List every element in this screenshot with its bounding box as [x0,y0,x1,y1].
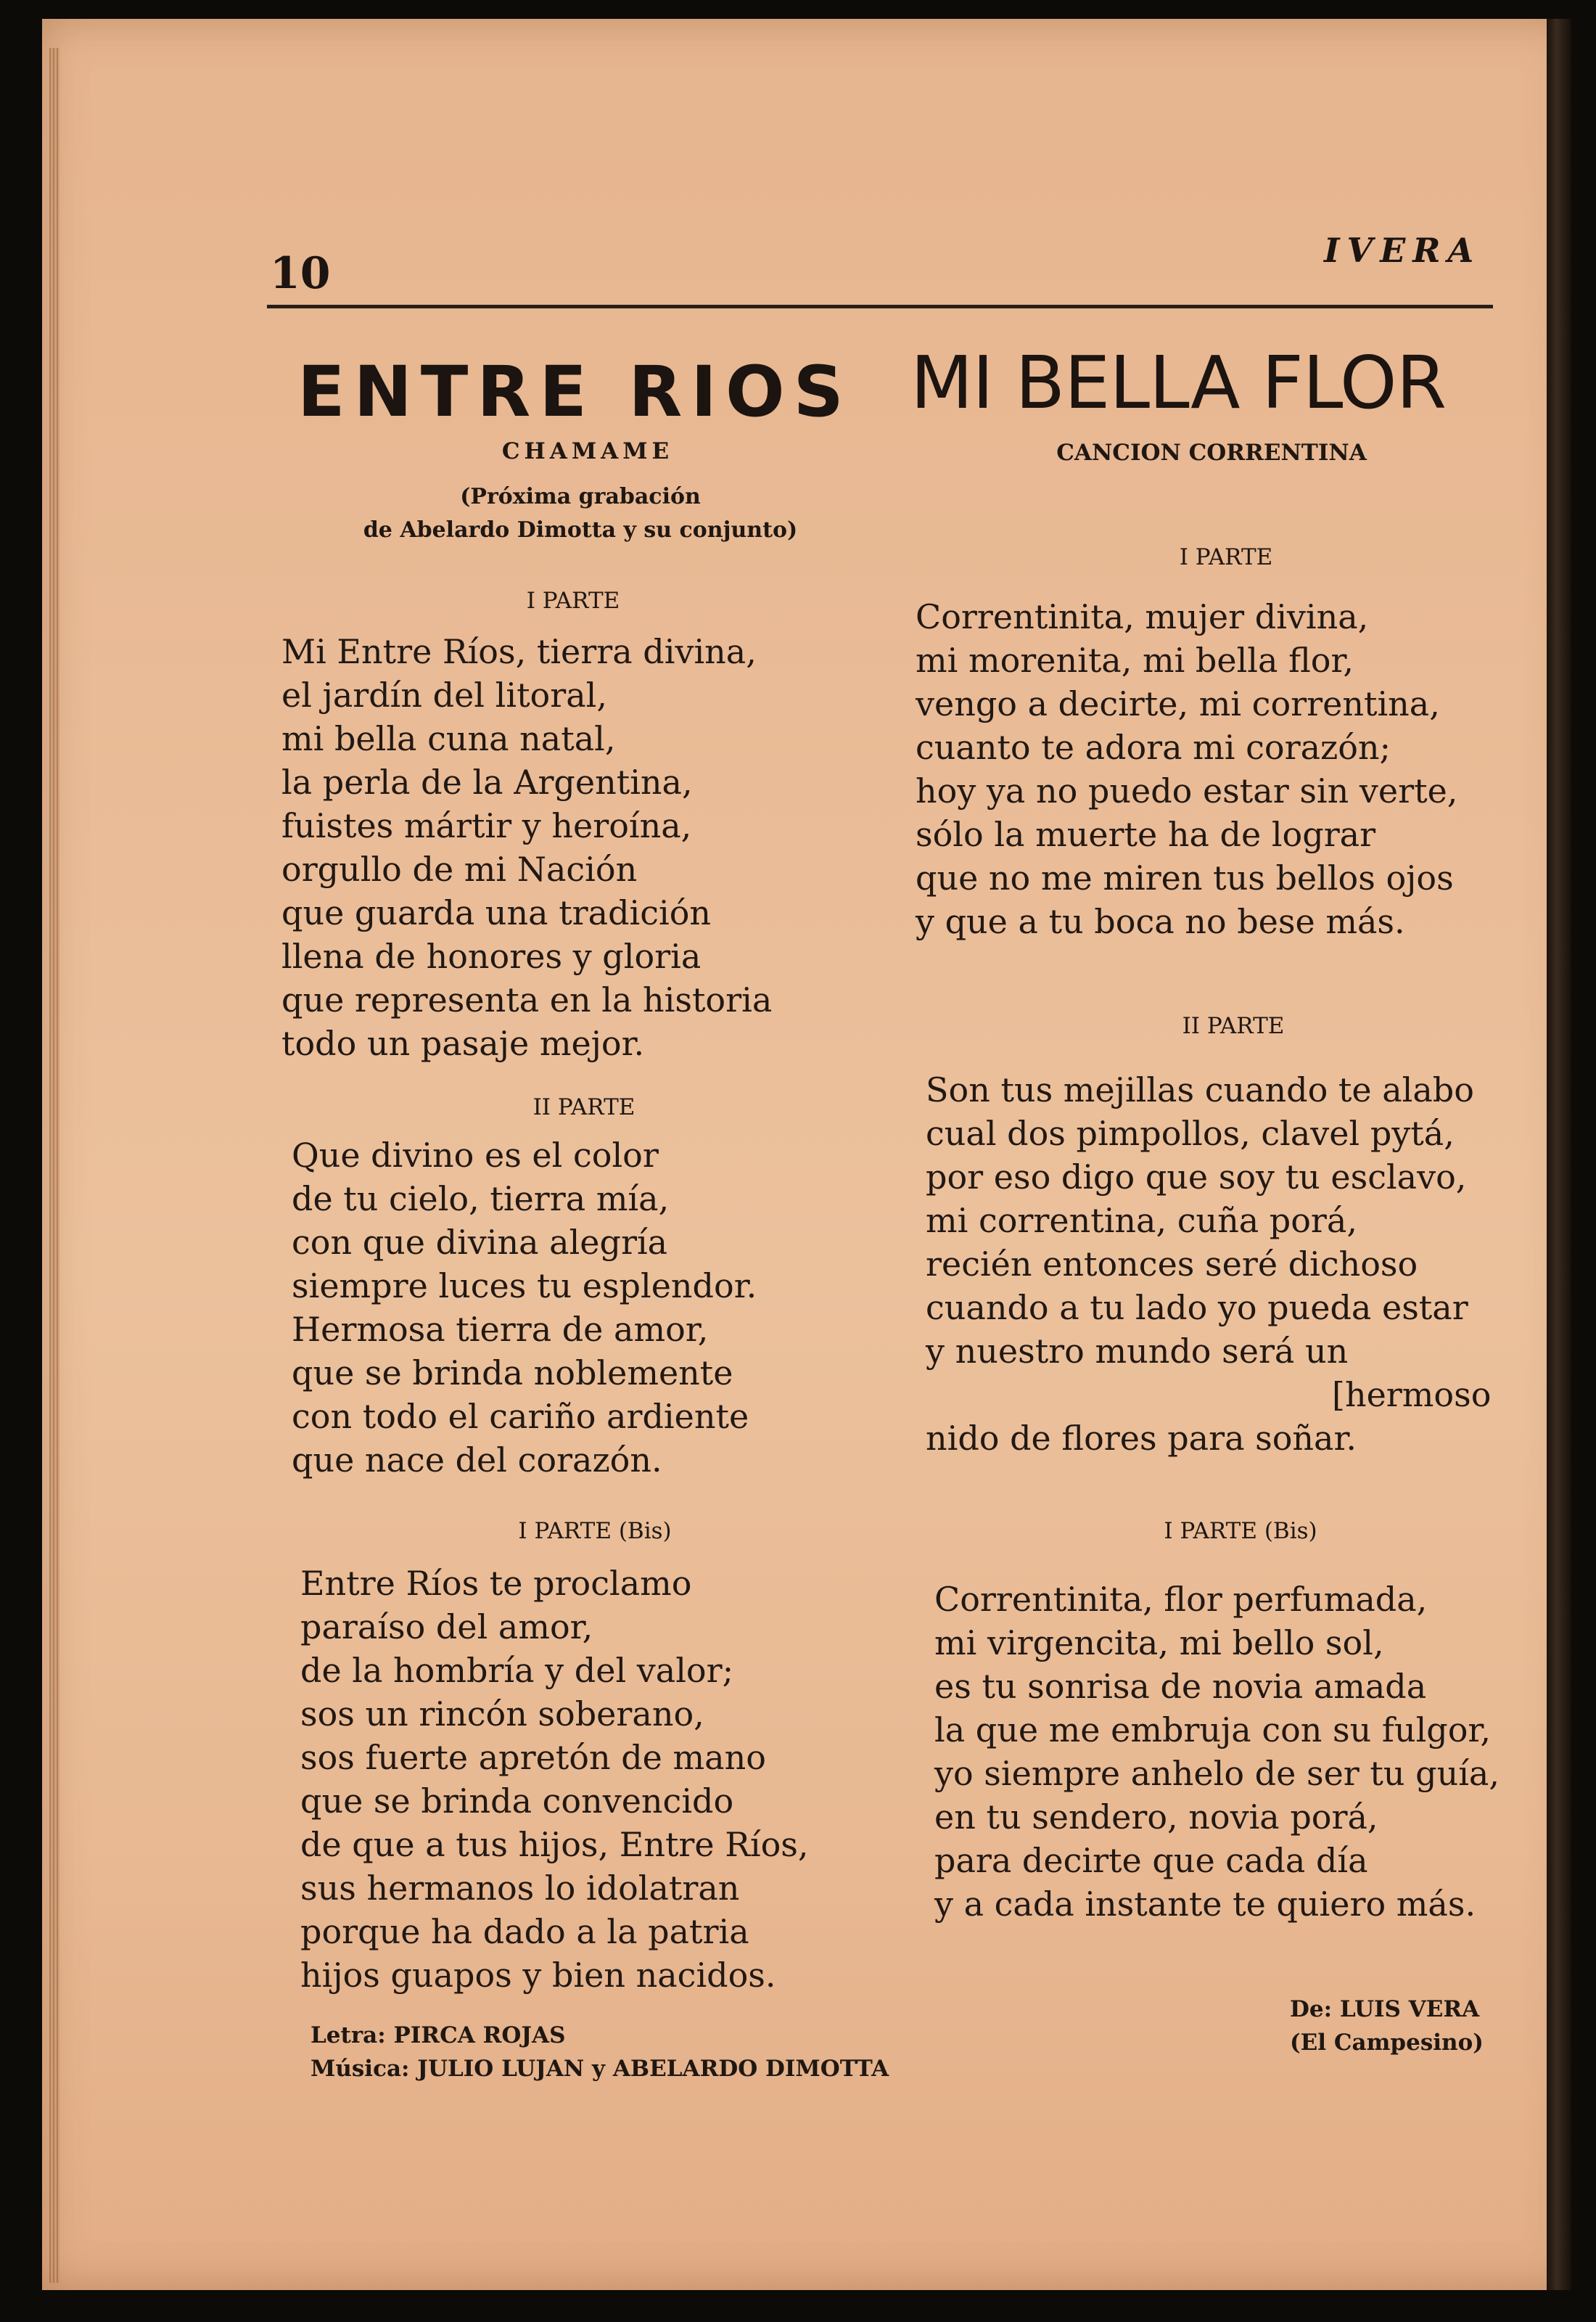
verse-line: yo siempre anhelo de ser tu guía, [934,1754,1500,1793]
left-song-note-line1: (Próxima grabación [460,484,701,509]
left-song-genre: CHAMAME [501,438,674,464]
verse-line: de la hombría y del valor; [300,1651,734,1690]
verse-line: con todo el cariño ardiente [292,1397,749,1436]
verse-line: cuanto te adora mi corazón; [916,728,1391,767]
left-credit-lyrics: Letra: PIRCA ROJAS [310,2022,566,2048]
verse-line: en tu sendero, novia porá, [934,1797,1378,1837]
page-edge-right [1547,19,1571,2290]
right-part3-verse [934,1578,1500,1926]
page-edge-left [49,48,59,2283]
header-rule [267,305,1493,308]
verse-line: vengo a decirte, mi correntina, [916,684,1440,723]
verse-line: cual dos pimpollos, clavel pytá, [926,1114,1455,1153]
verse-line: sos fuerte apretón de mano [300,1738,766,1777]
verse-line: que se brinda convencido [300,1781,734,1821]
right-song-title: MI BELLA FLOR [910,340,1447,425]
left-part3-verse [300,1562,809,1997]
left-part3-label: I PARTE (Bis) [518,1518,672,1544]
verse-line: la perla de la Argentina, [281,763,693,802]
verse-line: mi virgencita, mi bello sol, [934,1623,1384,1662]
left-part1-verse [281,630,772,1065]
verse-line: [hermoso [1332,1375,1492,1414]
verse-line: sus hermanos lo idolatran [300,1868,740,1908]
verse-line: es tu sonrisa de novia amada [934,1667,1427,1706]
left-song-title: ENTRE RIOS [297,351,852,432]
left-part2-label: II PARTE [532,1094,635,1120]
right-part3-label: I PARTE (Bis) [1164,1518,1317,1544]
left-credit-music: Música: JULIO LUJAN y ABELARDO DIMOTTA [310,2056,889,2082]
verse-line: todo un pasaje mejor. [281,1024,645,1063]
verse-line: y a cada instante te quiero más. [934,1884,1476,1924]
verse-line: por eso digo que soy tu esclavo, [926,1157,1467,1197]
verse-line: y que a tu boca no bese más. [916,902,1405,941]
verse-line: sólo la muerte ha de lograr [916,815,1376,854]
verse-line: mi correntina, cuña porá, [926,1201,1357,1240]
magazine-title: IVERA [1324,231,1481,270]
verse-line: sos un rincón soberano, [300,1694,704,1734]
verse-line: de tu cielo, tierra mía, [292,1179,670,1218]
verse-line: Correntinita, mujer divina, [916,597,1369,636]
right-part2-verse [926,1068,1491,1460]
verse-line: que no me miren tus bellos ojos [916,858,1454,898]
right-part1-label: I PARTE [1179,544,1273,570]
verse-line: que representa en la historia [281,980,773,1020]
verse-line: nido de flores para soñar. [926,1419,1357,1458]
right-part1-verse [916,595,1457,943]
verse-line: cuando a tu lado yo pueda estar [926,1288,1468,1327]
verse-line: mi bella cuna natal, [281,719,616,758]
verse-line: fuistes mártir y heroína, [281,806,692,845]
verse-line: de que a tus hijos, Entre Ríos, [300,1825,809,1864]
verse-line: con que divina alegría [292,1223,668,1262]
verse-line: llena de honores y gloria [281,937,702,976]
verse-line: Son tus mejillas cuando te alabo [926,1070,1474,1109]
verse-line: el jardín del litoral, [281,676,607,715]
right-part2-label: II PARTE [1182,1013,1285,1039]
verse-line: para decirte que cada día [934,1841,1368,1880]
right-credit-author: De: LUIS VERA [1290,1996,1480,2022]
verse-line: Entre Ríos te proclamo [300,1564,692,1603]
right-song-genre: CANCION CORRENTINA [1056,440,1367,466]
verse-line: que nace del corazón. [292,1440,662,1480]
verse-line: Correntinita, flor perfumada, [934,1580,1428,1619]
verse-line: hoy ya no puedo estar sin verte, [916,771,1458,811]
verse-line: Hermosa tierra de amor, [292,1310,709,1349]
verse-line: hijos guapos y bien nacidos. [300,1956,776,1995]
verse-line: Mi Entre Ríos, tierra divina, [281,632,757,671]
left-part1-label: I PARTE [526,588,620,614]
verse-line: mi morenita, mi bella flor, [916,641,1354,680]
verse-line: que se brinda noblemente [292,1353,733,1392]
verse-line: porque ha dado a la patria [300,1912,749,1951]
verse-line: paraíso del amor, [300,1607,593,1646]
verse-line: y nuestro mundo será un [926,1332,1349,1371]
verse-line: Que divino es el color [292,1136,659,1175]
verse-line: la que me embruja con su fulgor, [934,1710,1491,1749]
right-credit-alias: (El Campesino) [1290,2030,1484,2056]
verse-line: orgullo de mi Nación [281,850,638,889]
verse-line: recién entonces seré dichoso [926,1244,1418,1284]
verse-line: que guarda una tradición [281,893,712,932]
page-number: 10 [270,248,331,299]
left-song-note-line2: de Abelardo Dimotta y su conjunto) [363,517,798,543]
left-part2-verse [292,1133,757,1482]
verse-line: siempre luces tu esplendor. [292,1266,757,1305]
